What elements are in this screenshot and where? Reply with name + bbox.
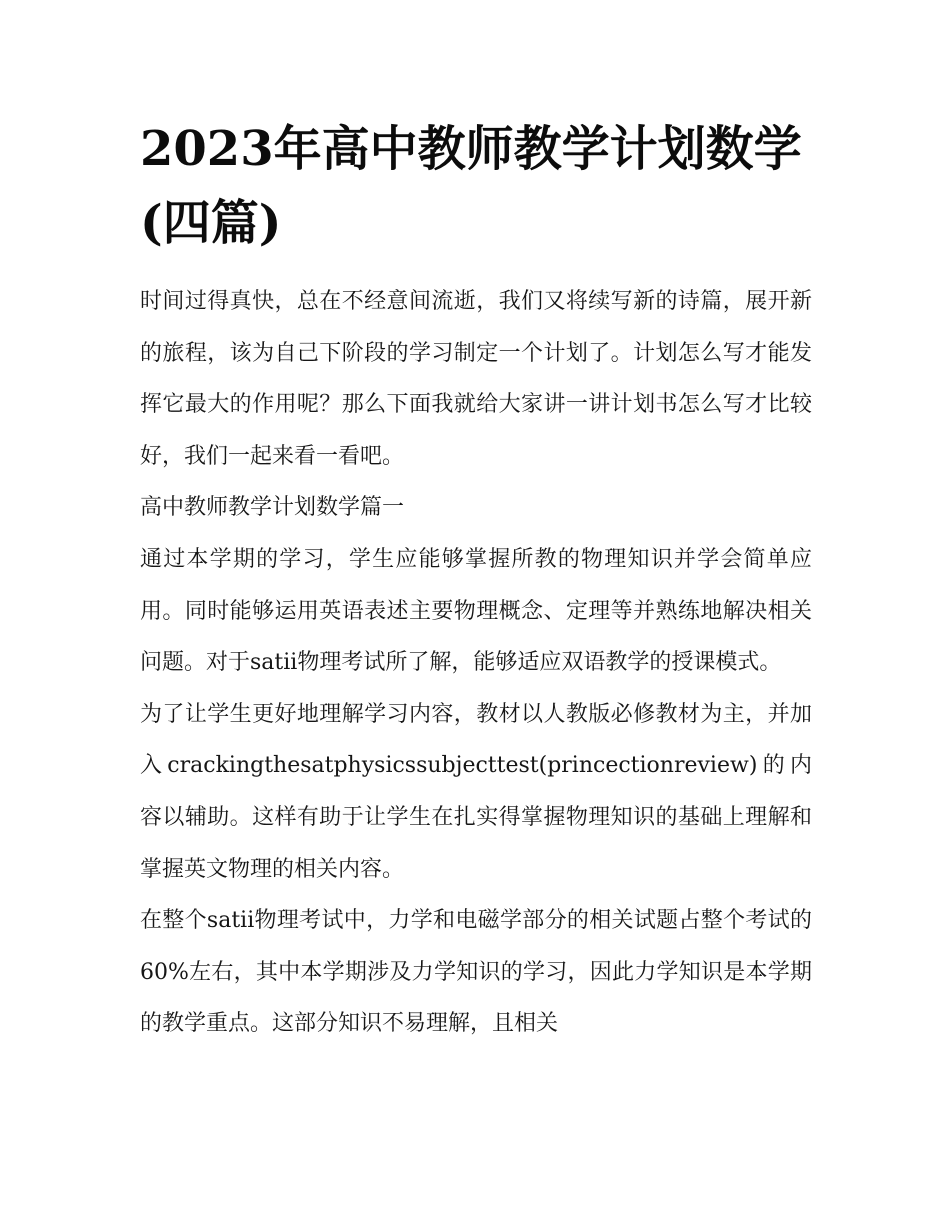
body-paragraph: 通过本学期的学习，学生应能够掌握所教的物理知识并学会简单应用。同时能够运用英语表述主要物理概念、定理等并熟练地解决相关问题。对于satii物理考试所了解，能够适应双语教学的授课模式。	[140, 546, 812, 676]
section-heading: 高中教师教学计划数学篇一	[140, 495, 405, 521]
body-paragraph: 为了让学生更好地理解学习内容，教材以人教版必修教材为主，并加入crackingthesatphysicssubjecttest(princectionreview)的内容以辅助。这样有助于让学生在扎实得掌握物理知识的基础上理解和掌握英文物理的相关内容。	[140, 701, 812, 882]
document-title: 2023年高中教师教学计划数学(四篇)	[140, 121, 802, 251]
body-paragraph: 在整个satii物理考试中，力学和电磁学部分的相关试题占整个考试的60%左右，其中本学期涉及力学知识的学习，因此力学知识是本学期的教学重点。这部分知识不易理解，且相关	[140, 908, 812, 1037]
intro-paragraph: 时间过得真快，总在不经意间流逝，我们又将续写新的诗篇，展开新的旅程，该为自己下阶段的学习制定一个计划了。计划怎么写才能发挥它最大的作用呢？那么下面我就给大家讲一讲计划书怎么写才比较好，我们一起来看一看吧。	[140, 289, 812, 469]
document-body	[140, 276, 812, 1050]
document-page	[140, 112, 812, 1050]
